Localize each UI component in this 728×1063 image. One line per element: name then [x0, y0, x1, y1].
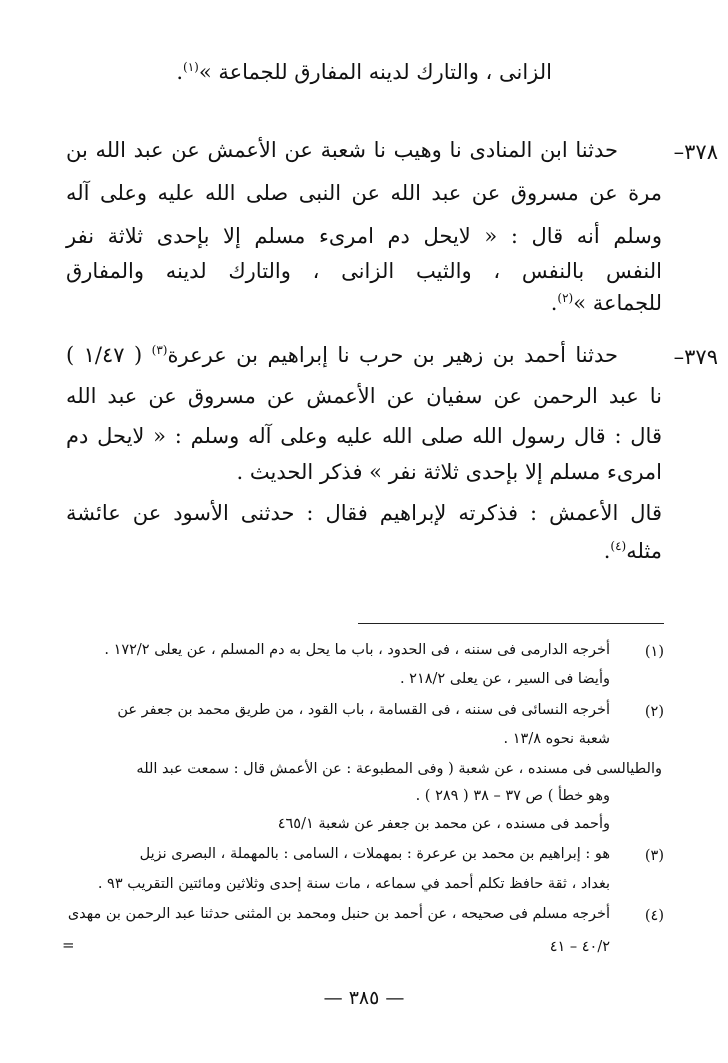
hadith-379-line: امرىء مسلم إلا بإحدى ثلاثة نفر » فذكر الحديث . — [236, 460, 662, 484]
hadith-378-line: وسلم أنه قال : « لايحل دم امرىء مسلم إلا بإحدى ثلاثة نفر — [66, 224, 662, 248]
footnote-number: (١) — [644, 644, 664, 660]
footnote-line: وأيضا فى السير ، عن يعلى ٢١٨/٢ . — [399, 671, 610, 687]
hadith-379-line: قال الأعمش : فذكرته لإبراهيم فقال : حدثنى الأسود عن عائشة — [66, 501, 662, 525]
hadith-378-line: النفس بالنفس ، والثيب الزانى ، والتارك لدينه والمفارق — [66, 259, 662, 283]
footnote-ref: (٢) — [557, 291, 574, 305]
footnote-line: والطيالسى فى مسنده ، عن شعبة ( وفى المطبوعة : عن الأعمش قال : سمعت عبد الله — [136, 761, 662, 777]
volume-page-ref: ( ١/٤٧ ) — [66, 343, 143, 367]
footnote-number: (٤) — [644, 908, 664, 924]
hadith-379-line: قال : قال رسول الله صلى الله عليه وعلى آله وسلم : « لايحل دم — [66, 424, 662, 448]
hadith-378-last-line: للجماعة »$^{(٢)}$. — [550, 291, 662, 315]
hadith-number-378: ٣٧٨– — [673, 140, 718, 164]
hadith-378-line: حدثنا ابن المنادى نا وهيب نا شعبة عن الأعمش عن عبد الله بن — [66, 138, 618, 162]
footnote-ref: (٤) — [610, 539, 627, 553]
footnote-number: (٣) — [644, 848, 664, 864]
continuation-line: الزانى ، والتارك لدينه المفارق للجماعة »$^{(١)}$. — [176, 60, 552, 84]
footnote-ref: (٣) — [151, 343, 168, 357]
page-number: — ٣٨٥ — — [323, 987, 405, 1009]
footnote-ref: (١) — [183, 60, 199, 74]
hadith-379-last-line: مثله$^{(٤)}$. — [603, 539, 662, 563]
footnote-separator — [358, 623, 664, 624]
footnote-line: هو : إبراهيم بن محمد بن عرعرة : بمهملات ، السامى : بالمهملة ، البصرى نزيل — [139, 846, 610, 862]
hadith-number-379: ٣٧٩– — [673, 345, 718, 369]
footnote-number: (٢) — [644, 704, 664, 720]
footnote-line: بغداد ، ثقة حافظ تكلم أحمد في سماعه ، مات سنة إحدى وثلاثين ومائتين التقريب ٩٣ . — [97, 876, 610, 892]
hadith-378-line: مرة عن مسروق عن عبد الله عن النبى صلى الله عليه وعلى آله — [66, 181, 662, 205]
footnote-line: أخرجه الدارمى فى سننه ، فى الحدود ، باب ما يحل به دم المسلم ، عن يعلى ١٧٢/٢ . — [104, 642, 610, 658]
footnote-line: أخرجه مسلم فى صحيحه ، عن أحمد بن حنبل ومحمد بن المثنى حدثنا عبد الرحمن بن مهدى — [67, 906, 610, 922]
footnote-line: شعبة نحوه ١٣/٨ . — [503, 731, 610, 747]
footnote-line: ٤٠/٢ – ٤١ — [549, 939, 610, 955]
footnote-line: وأحمد فى مسنده ، عن محمد بن جعفر عن شعبة ٤٦٥/١ — [277, 816, 610, 832]
footnote-line: وهو خطأ ) ص ٣٧ – ٣٨ ( ٢٨٩ ) . — [415, 788, 610, 804]
continuation-mark: = — [62, 936, 75, 954]
hadith-379-line: نا عبد الرحمن عن سفيان عن الأعمش عن مسروق عن عبد الله — [66, 384, 662, 408]
footnote-line: أخرجه النسائى فى سننه ، فى القسامة ، باب القود ، من طريق محمد بن جعفر عن — [117, 702, 610, 718]
hadith-379-line: حدثنا أحمد بن زهير بن حرب نا إبراهيم بن عرعرة$^{(٣)}$ ( ١/٤٧ ) — [66, 343, 618, 367]
